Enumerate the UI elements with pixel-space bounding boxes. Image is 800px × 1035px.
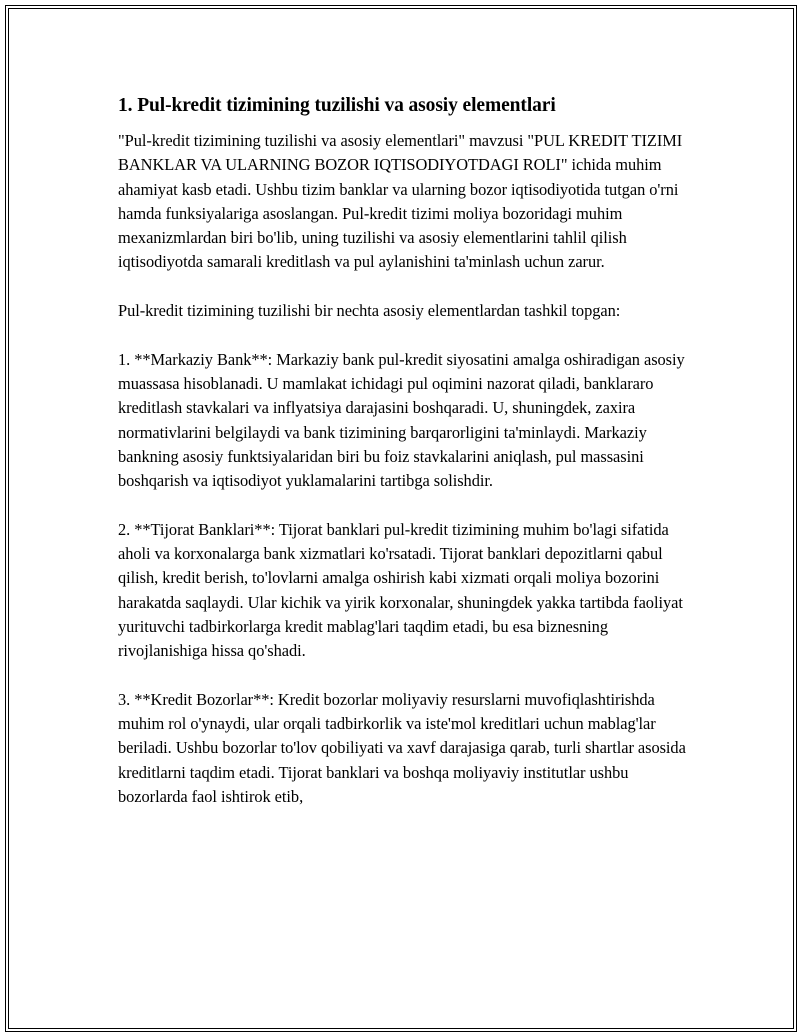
- document-body: [118, 93, 698, 834]
- section-heading: 1. Pul-kredit tizimining tuzilishi va asosiy elementlari: [118, 95, 556, 116]
- paragraph-commercial-banks: 2. **Tijorat Banklari**: Tijorat banklari pul-kredit tizimining muhim bo'lagi sifatida aholi va korxonalarga bank xizmatlari ko'rsatadi. Tijorat banklari depozitlarni qabul qilish, kredit berish, to'lovlarni amalga oshirish kabi xizmati orqali moliya bozorini harakatda saqlaydi. Ular kichik va yirik korxonalar, shuningdek yakka tartibda faoliyat yurituvchi tadbirkorlarga kredit mablag'lari taqdim etadi, bu esa biznesning rivojlanishiga hissa qo'shadi.: [118, 519, 683, 661]
- paragraph-central-bank: 1. **Markaziy Bank**: Markaziy bank pul-kredit siyosatini amalga oshiradigan asosiy muassasa hisoblanadi. U mamlakat ichidagi pul oqimini nazorat qiladi, banklararo kreditlash stavkalari va inflyatsiya darajasini boshqaradi. U, shuningdek, zaxira normativlarini belgilaydi va bank tizimining barqarorligini ta'minlaydi. Markaziy bankning asosiy funktsiyalaridan biri bu foiz stavkalarini aniqlash, pul massasini boshqarish va iqtisodiyot yuklamalarini tartibga solishdir.: [118, 349, 685, 491]
- paragraph-intro: "Pul-kredit tizimining tuzilishi va asosiy elementlari" mavzusi "PUL KREDIT TIZIMI BANKLAR VA ULARNING BOZOR IQTISODIYOTDAGI ROLI" ichida muhim ahamiyat kasb etadi. Ushbu tizim banklar va ularning bozor iqtisodiyotida tutgan o'rni hamda funksiyalariga asoslangan. Pul-kredit tizimi moliya bozoridagi muhim mexanizmlardan biri bo'lib, uning tuzilishi va asosiy elementlarini tahlil qilish iqtisodiyotda samarali kreditlash va pul aylanishini ta'minlash uchun zarur.: [118, 131, 683, 272]
- paragraph-structure: Pul-kredit tizimining tuzilishi bir nechta asosiy elementlardan tashkil topgan:: [118, 301, 621, 321]
- paragraph-credit-markets: 3. **Kredit Bozorlar**: Kredit bozorlar moliyaviy resurslarni muvofiqlashtirishda muhim rol o'ynaydi, ular orqali tadbirkorlik va iste'mol kreditlari uchun mablag'lar beriladi. Ushbu bozorlar to'lov qobiliyati va xavf darajasiga qarab, turli shartlar asosida kreditlarni taqdim etadi. Tijorat banklari va boshqa moliyaviy institutlar ushbu bozorlarda faol ishtirok etib,: [118, 689, 686, 807]
